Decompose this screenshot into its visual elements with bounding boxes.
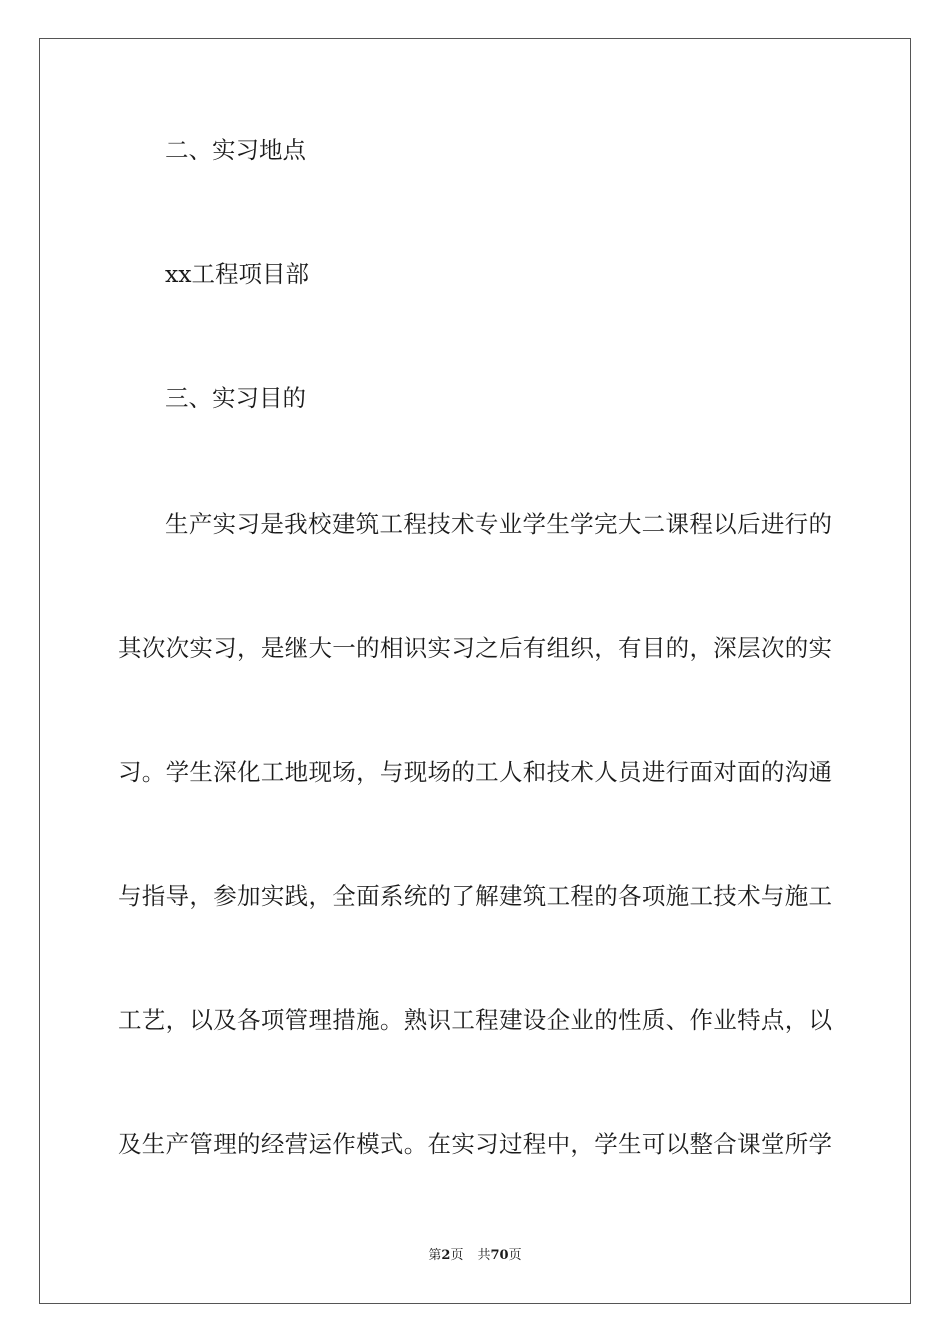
footer-page-prefix: 第 [428,1248,442,1263]
location-value: xx工程项目部 [165,260,310,288]
page-footer [0,1246,950,1266]
page-border [39,38,911,1304]
section-heading-purpose: 三、实习目的 [165,384,306,412]
footer-total-pages: 70 [490,1248,509,1263]
paragraph-line: 其次次实习，是继大一的相识实习之后有组织，有目的，深层次的实 [118,634,832,662]
paragraph-line: 工艺，以及各项管理措施。熟识工程建设企业的性质、作业特点，以 [118,1006,832,1034]
section-heading-location: 二、实习地点 [165,136,306,164]
paragraph-line: 与指导，参加实践，全面系统的了解建筑工程的各项施工技术与施工 [118,882,832,910]
paragraph-line: 习。学生深化工地现场，与现场的工人和技术人员进行面对面的沟通 [118,758,832,786]
paragraph-line: 生产实习是我校建筑工程技术专业学生学完大二课程以后进行的 [165,510,832,538]
footer-page-number: 2 [441,1248,451,1263]
footer-page-suffix: 页 [450,1248,464,1263]
paragraph-line: 及生产管理的经营运作模式。在实习过程中，学生可以整合课堂所学 [118,1130,832,1158]
footer-total-suffix: 页 [508,1248,522,1263]
footer-total-prefix: 共 [477,1248,491,1263]
